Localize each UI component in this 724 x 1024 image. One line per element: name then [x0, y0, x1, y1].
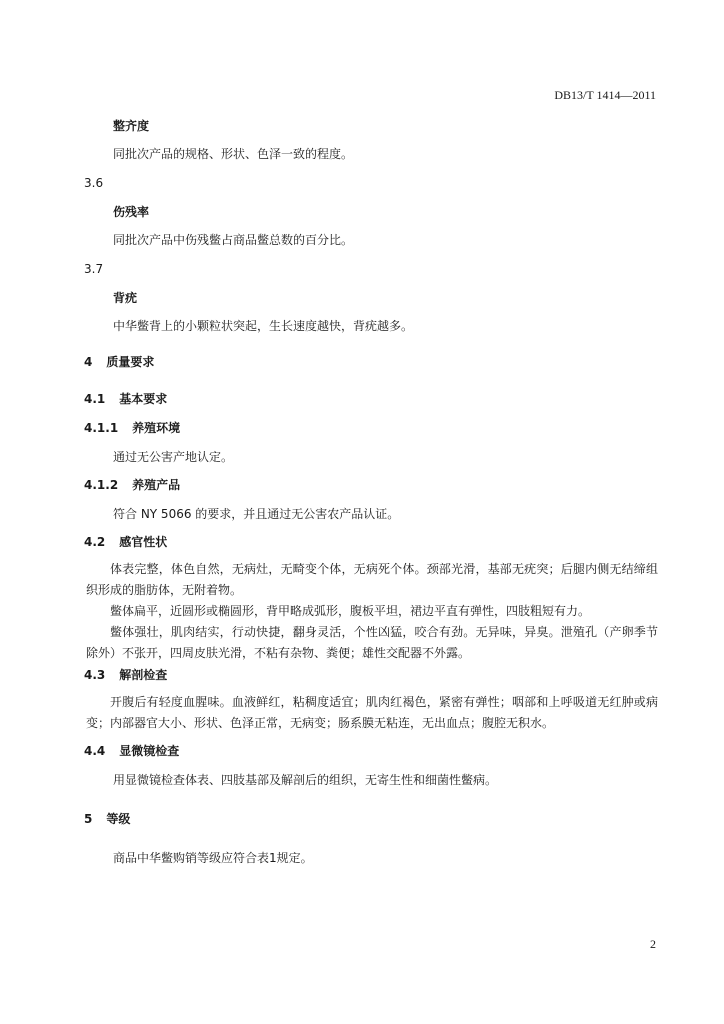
- section-title: 基本要求: [119, 392, 168, 406]
- section-title: 解剖检查: [119, 668, 168, 682]
- section-4-1-heading: [84, 392, 167, 406]
- section-number: 4: [84, 355, 93, 369]
- definition-damage-rate: 同批次产品中伤残鳖占商品鳖总数的百分比。: [113, 233, 354, 247]
- paragraph-4-1-1: 通过无公害产地认定。: [113, 450, 234, 464]
- definition-uniformity: 同批次产品的规格、形状、色泽一致的程度。: [113, 147, 354, 161]
- document-code: DB13/T 1414—2011: [554, 88, 656, 102]
- paragraph-4-3: 开腹后有轻度血腥味。血液鲜红，粘稠度适宜；肌肉红褐色，紧密有弹性；咽部和上呼吸道无红肿或病变；内部器官大小、形状、色泽正常，无病变；肠系膜无粘连，无出血点；腹腔无积水。: [86, 695, 658, 730]
- section-4-2-heading: [84, 535, 167, 549]
- section-title: 质量要求: [106, 355, 155, 369]
- section-5-heading: [84, 812, 130, 826]
- paragraph-5: 商品中华鳖购销等级应符合表1规定。: [113, 851, 313, 865]
- term-back-tubercle: 背疣: [113, 291, 138, 305]
- section-number: 4.1: [84, 392, 106, 406]
- section-title: 感官性状: [119, 535, 168, 549]
- paragraph-4-1-2: 符合 NY 5066 的要求，并且通过无公害农产品认证。: [113, 507, 400, 521]
- section-title: 养殖产品: [132, 478, 181, 492]
- paragraph-4-2-shape: 鳖体扁平，近圆形或椭圆形，背甲略成弧形，腹板平坦，裙边平直有弹性，四肢粗短有力。: [110, 604, 591, 618]
- section-number: 4.2: [84, 535, 106, 549]
- section-number: 5: [84, 812, 93, 826]
- paragraph-4-2-behavior: 鳖体强壮，肌肉结实，行动快捷，翻身灵活，个性凶猛，咬合有劲。无异味，异臭。泄殖孔（产卵季节除外）不张开，四周皮肤光滑，不粘有杂物、粪便；雄性交配器不外露。: [86, 625, 658, 660]
- section-title: 显微镜检查: [119, 744, 180, 758]
- paragraph-4-2-body: 体表完整，体色自然，无病灶，无畸变个体，无病死个体。颈部光滑，基部无疣突；后腿内侧无结缔组织形成的脂肪体，无附着物。: [86, 562, 658, 597]
- section-number: 4.4: [84, 744, 106, 758]
- paragraph-4-4: 用显微镜检查体表、四肢基部及解剖后的组织，无寄生性和细菌性鳖病。: [113, 773, 498, 787]
- page-number: 2: [650, 937, 656, 951]
- term-uniformity: 整齐度: [113, 119, 150, 133]
- section-4-1-2-heading: [84, 478, 180, 492]
- clause-number-3-6: 3.6: [84, 176, 104, 190]
- section-4-4-heading: [84, 744, 179, 758]
- section-number: 4.1.1: [84, 421, 119, 435]
- section-number: 4.3: [84, 668, 106, 682]
- section-number: 4.1.2: [84, 478, 119, 492]
- clause-number-3-7: 3.7: [84, 262, 104, 276]
- section-4-heading: [84, 355, 154, 369]
- section-4-1-1-heading: [84, 421, 180, 435]
- section-4-3-heading: [84, 668, 167, 682]
- term-damage-rate: 伤残率: [113, 205, 150, 219]
- section-title: 养殖环境: [132, 421, 181, 435]
- definition-back-tubercle: 中华鳖背上的小颗粒状突起，生长速度越快，背疣越多。: [113, 319, 414, 333]
- section-title: 等级: [106, 812, 131, 826]
